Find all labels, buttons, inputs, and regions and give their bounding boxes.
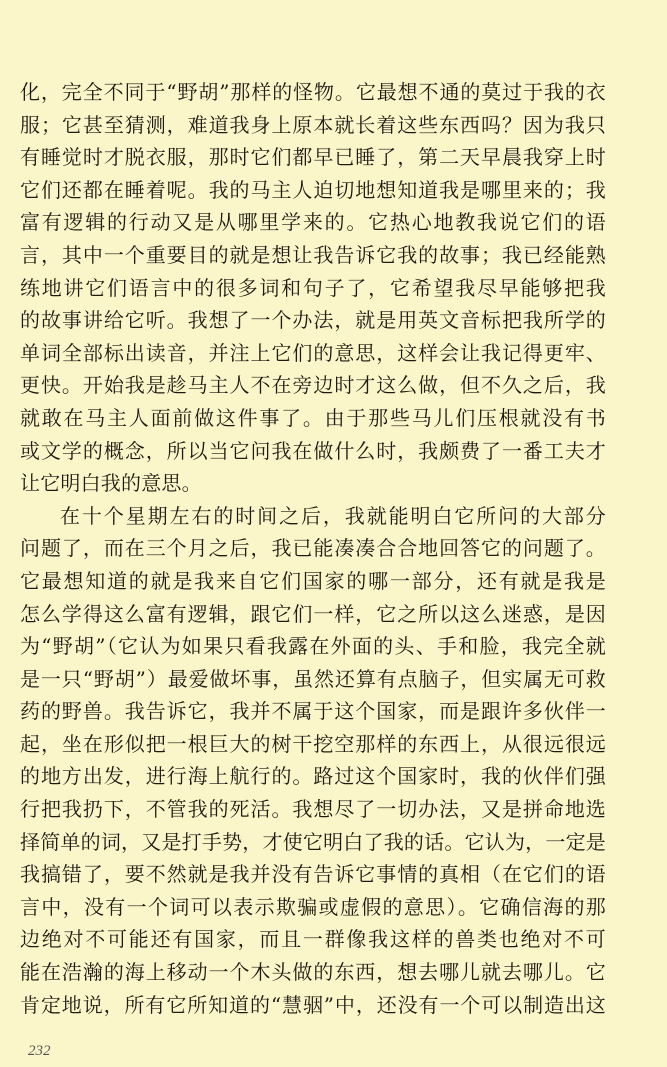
text-line: 让它明白我的意思。 [20, 471, 202, 496]
text-line: 边绝对不可能还有国家，而且一群像我这样的兽类也绝对不可 [20, 927, 606, 952]
text-line: 药的野兽。我告诉它，我并不属于这个国家，而是跟许多伙伴一 [20, 699, 606, 724]
text-line: 它最想知道的就是我来自它们国家的哪一部分，还有就是我是 [20, 568, 606, 593]
text-line: 行把我扔下，不管我的死活。我想尽了一切办法，又是拼命地选 [20, 797, 606, 822]
text-line: 单词全部标出读音，并注上它们的意思，这样会让我记得更牢、 [20, 340, 606, 365]
text-line: 择简单的词，又是打手势，才使它明白了我的话。它认为，一定是 [20, 829, 606, 854]
text-line: 问题了，而在三个月之后，我已能凑凑合合地回答它的问题了。 [20, 536, 606, 561]
text-line: 起，坐在形似把一根巨大的树干挖空那样的东西上，从很远很远 [20, 731, 606, 756]
text-line: 就敢在马主人面前做这件事了。由于那些马儿们压根就没有书 [20, 405, 606, 430]
text-line: 练地讲它们语言中的很多词和句子了，它希望我尽早能够把我 [20, 275, 606, 300]
text-line: 是一只“野胡”）最爱做坏事，虽然还算有点脑子，但实属无可救 [20, 666, 606, 691]
text-line: 能在浩瀚的海上移动一个木头做的东西，想去哪儿就去哪儿。它 [20, 960, 606, 985]
text-line: 有睡觉时才脱衣服，那时它们都早已睡了，第二天早晨我穿上时 [20, 145, 606, 170]
page-body [20, 76, 606, 1021]
page-number: 232 [28, 1043, 51, 1059]
text-line: 或文学的概念，所以当它问我在做什么时，我颇费了一番工夫才 [20, 438, 606, 463]
text-line: 富有逻辑的行动又是从哪里学来的。它热心地教我说它们的语 [20, 210, 606, 235]
text-line: 为“野胡”（它认为如果只看我露在外面的头、手和脸，我完全就 [20, 634, 606, 659]
text-line: 更快。开始我是趁马主人不在旁边时才这么做，但不久之后，我 [20, 373, 606, 398]
text-line: 言中，没有一个词可以表示欺骗或虚假的意思）。它确信海的那 [20, 894, 606, 919]
text-line: 的故事讲给它听。我想了一个办法，就是用英文音标把我所学的 [20, 308, 606, 333]
text-line: 肯定地说，所有它所知道的“慧骃”中，还没有一个可以制造出这 [20, 992, 606, 1017]
text-line: 的地方出发，进行海上航行的。路过这个国家时，我的伙伴们强 [20, 764, 606, 789]
text-line: 我搞错了，要不然就是我并没有告诉它事情的真相（在它们的语 [20, 862, 606, 887]
text-line: 它们还都在睡着呢。我的马主人迫切地想知道我是哪里来的；我 [20, 177, 606, 202]
text-line: 言，其中一个重要目的就是想让我告诉它我的故事；我已经能熟 [20, 242, 606, 267]
paragraph-first-line: 在十个星期左右的时间之后，我就能明白它所问的大部分 [60, 503, 606, 528]
text-line: 怎么学得这么富有逻辑，跟它们一样，它之所以这么迷惑，是因 [20, 601, 606, 626]
text-line: 服；它甚至猜测，难道我身上原本就长着这些东西吗？因为我只 [20, 112, 606, 137]
text-line: 化，完全不同于“野胡”那样的怪物。它最想不通的莫过于我的衣 [20, 80, 606, 104]
